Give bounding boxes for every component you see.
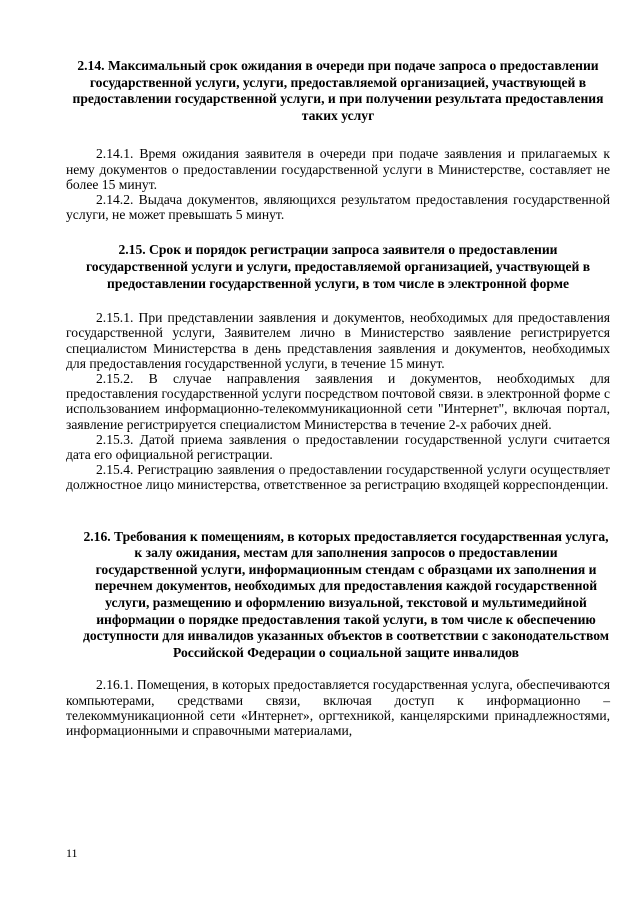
- document-page: [66, 58, 610, 738]
- paragraph-2-15-4: 2.15.4. Регистрацию заявления о предоставлении государственной услуги осуществляет должностное лицо министерства, ответственное за регистрацию входящей корреспонденции.: [66, 462, 610, 493]
- section-heading-2-14: 2.14. Максимальный срок ожидания в очереди при подаче запроса о предоставлении государственной услуги, услуги, предоставляемой организацией, участвующей в предоставлении государственной услуги, и при получении результата предоставления таких услуг: [72, 58, 604, 123]
- paragraph-2-14-2: 2.14.2. Выдача документов, являющихся результатом предоставления государственной услуги, не может превышать 5 минут.: [66, 191, 610, 223]
- paragraph-2-15-3: 2.15.3. Датой приема заявления о предоставлении государственной услуги считается дата его официальной регистрации.: [66, 431, 610, 462]
- paragraph-2-15-2: 2.15.2. В случае направления заявления и документов, необходимых для предоставления государственной услуги посредством почтовой связи. в электронной форме с использованием информационно-телекоммуникационной сети "Интернет", включая портал, заявление регистрируется специалистом Министерства в течение 2-х рабочих дней.: [66, 370, 610, 432]
- section-heading-2-15: 2.15. Срок и порядок регистрации запроса заявителя о предоставлении государственной услуги и услуги, предоставляемой организацией, участвующей в предоставлении государственной услуги, в том числе в электронной форме: [85, 242, 591, 291]
- paragraph-2-16-1: 2.16.1. Помещения, в которых предоставляется государственная услуга, обеспечиваются компьютерами, средствами связи, включая доступ к информационно – телекоммуникационной сети «Интернет», оргтехникой, канцелярскими принадлежностями, информационными и справочными материалами,: [66, 677, 610, 738]
- section-heading-2-16: 2.16. Требования к помещениям, в которых предоставляется государственная услуга, к залу ожидания, местам для заполнения запросов о предоставлении государственной услуги, информационным стендам с образцами их заполнения и перечнем документов, необходимых для предоставления каждой государственной услуги, размещению и оформлению визуальной, текстовой и мультимедийной информации о порядке предоставления такой услуги, в том числе к обеспечению доступности для инвалидов указанных объектов в соответствии с законодательством Российской Федерации о социальной защите инвалидов: [83, 528, 609, 660]
- page-number: 11: [66, 846, 78, 860]
- paragraph-2-15-1: 2.15.1. При представлении заявления и документов, необходимых для предоставления государственной услуги, Заявителем лично в Министерство заявление регистрируется специалистом Министерства в день представления заявления и документов, необходимых для предоставления государственной услуги, в течение 15 минут.: [66, 310, 610, 371]
- paragraph-2-14-1: 2.14.1. Время ожидания заявителя в очереди при подаче заявления и прилагаемых к нему документов о предоставлении государственной услуги в Министерстве, составляет не более 15 минут.: [66, 146, 610, 192]
